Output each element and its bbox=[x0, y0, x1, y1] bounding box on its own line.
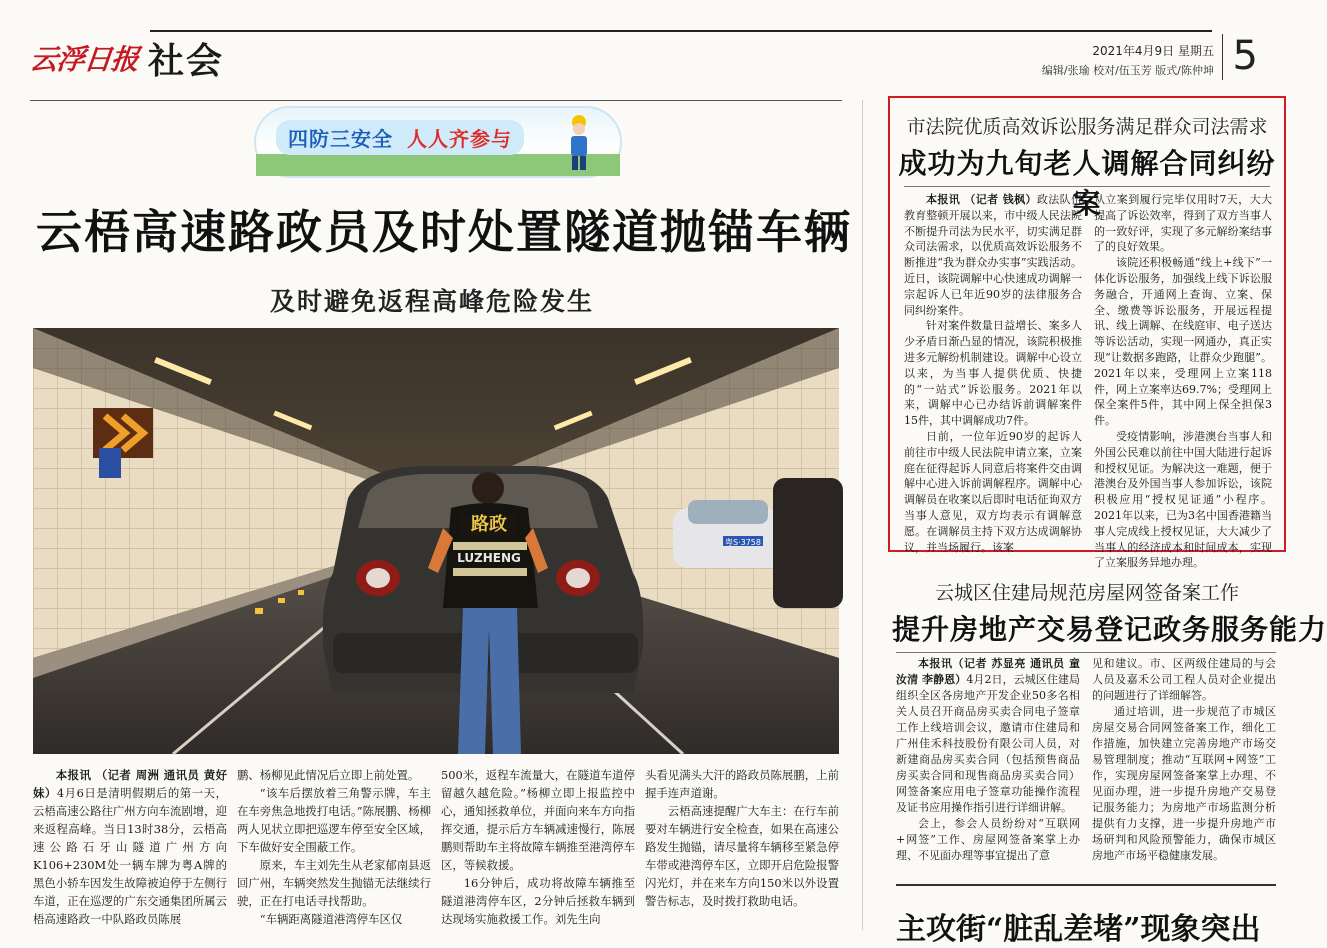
housing-article-col-1 bbox=[896, 656, 1080, 876]
court-article-kicker: 市法院优质高效诉讼服务满足群众司法需求 bbox=[906, 116, 1268, 138]
vest-label-en: LUZHENG bbox=[457, 551, 521, 565]
court-article-paragraph: 日前，一位年近90岁的起诉人前往市中级人民法院申请立案，立案庭在征得起诉人同意后将案件交由调解中心进入诉前调解程序。调解中心调解员在收案以后即时电话征询双方当事人意见，双方均表示有调解意愿。在调解员主持下双方达成调解协议，并当场履行。该案 bbox=[904, 429, 1082, 554]
masthead bbox=[0, 0, 1306, 100]
main-article-paragraph: 500米，返程车流量大，在隧道车道停留越久越危险。”杨柳立即上报监控中心，通知拯救单位，并面向来车方向指挥交通，提示后方车辆减速慢行，陈展鹏则帮助车主将故障车辆推至港湾停车区，等候救援。 bbox=[441, 768, 635, 872]
court-article-box bbox=[888, 96, 1286, 570]
court-article-rule bbox=[904, 186, 1270, 187]
housing-article-rule bbox=[896, 652, 1276, 653]
court-article-paragraph: 受疫情影响，涉港澳台当事人和外国公民难以前往中国大陆进行起诉和授权见证。为解决这一难题，便于港澳台及外国当事人参加诉讼，该院积极应用“授权见证通”小程序。2021年以来，已为3名中国香港籍当事人完成线上授权见证，大大减少了当事人的经济成本和时间成本，实现了立案服务异地办理。 bbox=[1094, 429, 1272, 570]
tunnel-photo bbox=[33, 328, 839, 754]
housing-article-body bbox=[896, 656, 1276, 876]
main-article-byline: 本报讯 （记者 周洲 通讯员 黄好妹） bbox=[33, 768, 227, 800]
banner-slogan bbox=[276, 120, 524, 155]
editor-credits: 编辑/张瑜 校对/伍玉芳 版式/陈仲坤 bbox=[1041, 64, 1214, 77]
page-number: 5 bbox=[1222, 34, 1258, 80]
main-article-paragraph: 头看见满头大汗的路政员陈展鹏，上前握手连声道谢。 bbox=[645, 768, 839, 800]
main-article-paragraph: 鹏、杨柳见此情况后立即上前处置。 bbox=[237, 768, 420, 782]
housing-article-paragraph: 见和建议。市、区两级住建局的与会人员及嘉禾公司工程人员对企业提出的问题进行了详细解答。 bbox=[1092, 657, 1276, 702]
logo-group bbox=[28, 38, 225, 82]
court-article-title: 成功为九旬老人调解合同纠纷案 bbox=[898, 147, 1276, 220]
court-article-col-2 bbox=[1094, 192, 1272, 570]
column-divider bbox=[862, 100, 863, 930]
housing-article-col-2 bbox=[1092, 656, 1276, 876]
court-article-col-1 bbox=[904, 192, 1083, 554]
banner-slogan-red: 人人齐参与 bbox=[407, 127, 512, 151]
main-article-col-4 bbox=[645, 766, 839, 936]
housing-article-text: 4月2日，云城区住建局组织全区各房地产开发企业50多名相关人员召开商品房买卖合同电子签章工作上线培训会议，邀请市住建局和广州佳禾科技股份有限公司人员，对新建商品房买卖合同（包括预售商品房买卖合同和现售商品房买卖合同）网签备案应用电子签章功能操作流程及证书应用操作指引进行详细讲解。 bbox=[896, 673, 1080, 814]
court-article-byline: 本报讯 （记者 钱枫） bbox=[926, 193, 1037, 206]
tunnel-scene-illustration bbox=[33, 328, 839, 754]
court-article-paragraph: 该院还积极畅通“线上+线下”一体化诉讼服务，加强线上线下诉讼服务融合，开通网上查询、立案、保全、缴费等诉讼服务，开展远程提讯、线上调解、在线庭审、电子送达等诉讼活动，实现一网通办，真正实现“让数据多跑路，让群众少跑腿”。2021年以来，受理网上立案118件，网上立案率达69.7%；受理网上保全案件5件，其中网上保全担保3件。 bbox=[1094, 256, 1272, 428]
main-headline: 云梧高速路政员及时处置隧道抛锚车辆 bbox=[36, 205, 852, 259]
housing-article-byline: 本报讯（记者 苏显亮 通讯员 童汝清 李静恩） bbox=[896, 657, 1080, 686]
main-article-col-1 bbox=[33, 766, 227, 936]
main-article-body bbox=[33, 766, 839, 936]
top-rule bbox=[150, 30, 1212, 32]
court-article-text: 政法队伍教育整顿开展以来，市中级人民法院不断提升司法为民水平，切实满足群众司法需求，以优质高效诉讼服务不断推进“我为群众办实事”实践活动。近日，该院调解中心快速成功调解一宗起诉人已年近90岁的法律服务合同纠纷案件。 bbox=[904, 193, 1083, 317]
main-article-paragraph: 云梧高速提醒广大车主：在行车前要对车辆进行安全检查，如果在高速公路发生抛锚，请尽量将车辆移至紧急停车带或港湾停车区，立即开启危险报警闪光灯，并在来车方向150米以外设置警告标志，及时拨打救助电话。 bbox=[645, 804, 839, 908]
main-article-paragraph: 原来，车主刘先生从老家郁南县返回广州，车辆突然发生抛锚无法继续行驶，正在打电话寻找帮助。 bbox=[237, 858, 431, 908]
housing-article-title: 提升房地产交易登记政务服务能力 bbox=[892, 613, 1327, 646]
issue-date: 2021年4月9日 星期五 bbox=[1092, 44, 1214, 58]
main-subheadline: 及时避免返程高峰危险发生 bbox=[270, 287, 595, 316]
header-divider bbox=[30, 100, 842, 101]
court-article-paragraph: 从立案到履行完毕仅用时7天，大大提高了诉讼效率，得到了双方当事人的一致好评，实现了多元解纷案结事了的良好效果。 bbox=[1094, 193, 1272, 254]
housing-article-paragraph: 会上，参会人员纷纷对“互联网+网签”工作、房屋网签备案掌上办理、不见面办理等事宜提出了意 bbox=[896, 817, 1080, 862]
main-article-col-3 bbox=[441, 766, 635, 936]
next-article-title: 主攻街“脏乱差堵”现象突出 bbox=[896, 912, 1261, 947]
section-title: 社会 bbox=[148, 40, 225, 82]
court-article-body bbox=[904, 192, 1272, 570]
main-article-paragraph: 16分钟后，成功将故障车辆推至隧道港湾停车区，2分钟后拯救车辆到达现场实施救援工作。刘先生向 bbox=[441, 876, 635, 926]
worker-mascot-icon bbox=[562, 114, 596, 174]
main-article-text: 4月6日是清明假期后的第一天，云梧高速公路往广州方向车流剧增，迎来返程高峰。当日13时38分，云梧高速公路石牙山隧道广州方向K106+230M处一辆车牌为粤A牌的黑色小轿车因发生故障被迫停于左侧行车道，正在巡逻的广东交通集团所属云梧高速路政一中队路政员陈展 bbox=[33, 786, 227, 926]
housing-article-paragraph: 通过培训，进一步规范了市城区房屋交易合同网签备案工作，细化工作措施，加快建立完善房地产市场交易管理制度；推动“互联网+网签”工作，实现房屋网签备案掌上办理、不见面办理，进一步提升房地产交易登记服务能力；为房地产市场监测分析提供有力支撑，进一步提升房地产市场研判和风险预警能力，确保市城区房地产市场平稳健康发展。 bbox=[1092, 705, 1276, 862]
white-car-plate: 粤S·3758 bbox=[725, 538, 761, 547]
vest-label-cn: 路政 bbox=[471, 514, 507, 535]
next-article-rule bbox=[896, 884, 1276, 886]
main-article-col-2 bbox=[237, 766, 431, 936]
main-article-paragraph: “该车后摆放着三角警示牌，车主在车旁焦急地拨打电话。”陈展鹏、杨柳两人见状立即把巡逻车停至安全区域，下车做好安全围蔽工作。 bbox=[237, 786, 431, 854]
court-article-paragraph: 针对案件数量日益增长、案多人少矛盾日渐凸显的情况，该院积极推进多元解纷机制建设。调解中心设立以来，为当事人提供优质、快捷的“一站式”诉讼服务。2021年以来，调解中心已办结诉前调解案件15件，其中调解成功7件。 bbox=[904, 319, 1082, 428]
main-article-paragraph: “车辆距离隧道港湾停车区仅 bbox=[259, 912, 403, 926]
newspaper-logo: 云浮日报 bbox=[28, 43, 140, 76]
safety-banner bbox=[254, 106, 622, 178]
housing-article-kicker: 云城区住建局规范房屋网签备案工作 bbox=[934, 582, 1239, 604]
banner-slogan-blue: 四防三安全 bbox=[288, 127, 393, 151]
